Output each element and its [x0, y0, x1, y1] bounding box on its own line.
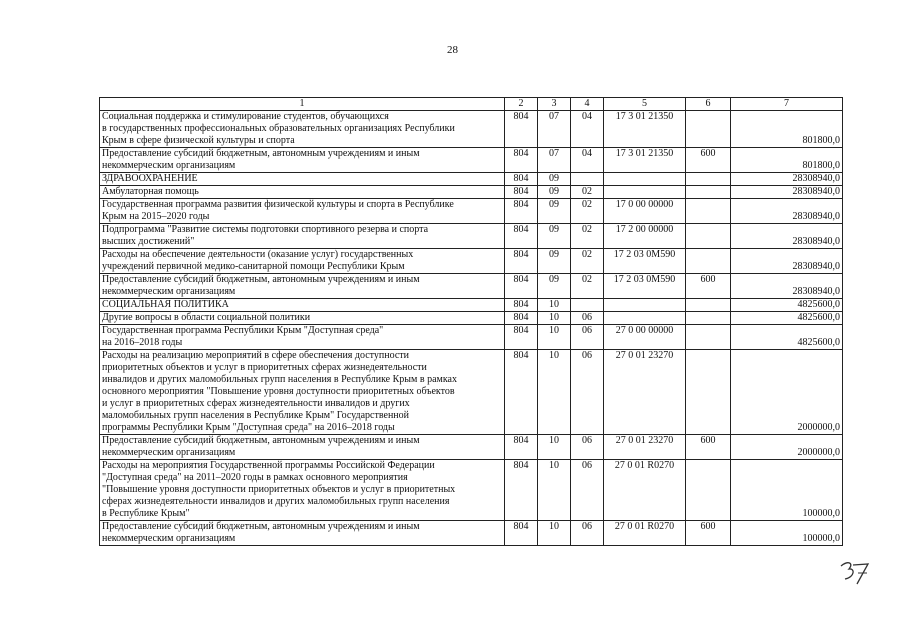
row-name: Амбулаторная помощь: [100, 186, 505, 199]
row-target-article: 17 2 00 00000: [604, 224, 686, 249]
row-subsection-code: 02: [571, 224, 604, 249]
table-row: [100, 186, 843, 199]
row-ministry-code: 804: [505, 350, 538, 435]
row-amount: 2000000,0: [731, 350, 843, 435]
row-subsection-code: 02: [571, 274, 604, 299]
row-target-article: 17 2 03 0М590: [604, 249, 686, 274]
row-name: Государственная программа Республики Крым "Доступная среда" на 2016–2018 годы: [100, 325, 505, 350]
row-section-code: 09: [538, 274, 571, 299]
row-subsection-code: 06: [571, 312, 604, 325]
row-subsection-code: 02: [571, 186, 604, 199]
row-ministry-code: 804: [505, 224, 538, 249]
row-target-article: 27 0 01 R0270: [604, 521, 686, 546]
row-name: СОЦИАЛЬНАЯ ПОЛИТИКА: [100, 299, 505, 312]
row-section-code: 10: [538, 325, 571, 350]
header-col-7: 7: [731, 98, 843, 111]
row-expense-type: [686, 186, 731, 199]
row-expense-type: [686, 199, 731, 224]
row-subsection-code: [571, 299, 604, 312]
row-section-code: 07: [538, 111, 571, 148]
row-section-code: 10: [538, 350, 571, 435]
row-ministry-code: 804: [505, 199, 538, 224]
row-section-code: 10: [538, 435, 571, 460]
row-subsection-code: 06: [571, 325, 604, 350]
row-ministry-code: 804: [505, 274, 538, 299]
table-row: [100, 274, 843, 299]
row-section-code: 10: [538, 299, 571, 312]
row-ministry-code: 804: [505, 111, 538, 148]
table-row: [100, 249, 843, 274]
row-target-article: 17 3 01 21350: [604, 148, 686, 173]
row-name: Предоставление субсидий бюджетным, автономным учреждениям и иным некоммерческим организациям: [100, 521, 505, 546]
row-target-article: [604, 299, 686, 312]
row-amount: 2000000,0: [731, 435, 843, 460]
row-section-code: 09: [538, 173, 571, 186]
row-name: Расходы на обеспечение деятельности (оказание услуг) государственных учреждений первичной медико-санитарной помощи Республики Крым: [100, 249, 505, 274]
row-expense-type: [686, 460, 731, 521]
row-amount: 801800,0: [731, 111, 843, 148]
row-subsection-code: 02: [571, 249, 604, 274]
row-target-article: 17 0 00 00000: [604, 199, 686, 224]
row-name: Предоставление субсидий бюджетным, автономным учреждениям и иным некоммерческим организациям: [100, 148, 505, 173]
row-amount: 801800,0: [731, 148, 843, 173]
row-ministry-code: 804: [505, 325, 538, 350]
row-name: Подпрограмма "Развитие системы подготовки спортивного резерва и спорта высших достижений": [100, 224, 505, 249]
row-target-article: 27 0 01 R0270: [604, 460, 686, 521]
row-expense-type: [686, 173, 731, 186]
row-target-article: 17 2 03 0М590: [604, 274, 686, 299]
table-row: [100, 312, 843, 325]
page-number: 28: [447, 44, 458, 56]
budget-table: [99, 97, 843, 546]
row-target-article: 17 3 01 21350: [604, 111, 686, 148]
row-expense-type: 600: [686, 521, 731, 546]
row-amount: 28308940,0: [731, 173, 843, 186]
row-target-article: 27 0 01 23270: [604, 350, 686, 435]
row-ministry-code: 804: [505, 521, 538, 546]
row-subsection-code: 04: [571, 111, 604, 148]
row-subsection-code: 04: [571, 148, 604, 173]
table-row: [100, 350, 843, 435]
table-row: [100, 148, 843, 173]
row-amount: 4825600,0: [731, 325, 843, 350]
row-expense-type: [686, 111, 731, 148]
row-expense-type: 600: [686, 274, 731, 299]
table-row: [100, 224, 843, 249]
row-ministry-code: 804: [505, 312, 538, 325]
header-col-3: 3: [538, 98, 571, 111]
row-ministry-code: 804: [505, 299, 538, 312]
row-name: Предоставление субсидий бюджетным, автономным учреждениям и иным некоммерческим организациям: [100, 435, 505, 460]
row-section-code: 09: [538, 186, 571, 199]
row-name: Расходы на реализацию мероприятий в сфере обеспечения доступности приоритетных объектов и услуг в приоритетных сферах жизнедеятельности инвалидов и других маломобильных групп населения в Республике Крым в рамках основного мероприятия "Повышение уровня доступности приоритетных объектов и услуг в приоритетных сферах жизнедеятельности инвалидов и других маломобильных групп населения в Республике Крым" Государственной программы Республики Крым "Доступная среда" на 2016–2018 годы: [100, 350, 505, 435]
row-expense-type: [686, 249, 731, 274]
row-target-article: [604, 312, 686, 325]
header-col-5: 5: [604, 98, 686, 111]
row-target-article: 27 0 00 00000: [604, 325, 686, 350]
row-amount: 28308940,0: [731, 274, 843, 299]
row-ministry-code: 804: [505, 186, 538, 199]
table-row: [100, 460, 843, 521]
row-target-article: [604, 173, 686, 186]
row-section-code: 10: [538, 521, 571, 546]
row-amount: 28308940,0: [731, 199, 843, 224]
table-row: [100, 299, 843, 312]
row-subsection-code: 06: [571, 460, 604, 521]
table-row: [100, 111, 843, 148]
row-expense-type: 600: [686, 148, 731, 173]
header-col-4: 4: [571, 98, 604, 111]
header-row: [100, 98, 843, 111]
row-amount: 28308940,0: [731, 249, 843, 274]
row-name: Предоставление субсидий бюджетным, автономным учреждениям и иным некоммерческим организациям: [100, 274, 505, 299]
row-ministry-code: 804: [505, 148, 538, 173]
table-row: [100, 325, 843, 350]
row-expense-type: [686, 224, 731, 249]
row-name: ЗДРАВООХРАНЕНИЕ: [100, 173, 505, 186]
row-name: Государственная программа развития физической культуры и спорта в Республике Крым на 2015–2020 годы: [100, 199, 505, 224]
row-subsection-code: 02: [571, 199, 604, 224]
row-name: Другие вопросы в области социальной политики: [100, 312, 505, 325]
table-row: [100, 435, 843, 460]
row-ministry-code: 804: [505, 435, 538, 460]
row-amount: 100000,0: [731, 521, 843, 546]
row-expense-type: [686, 312, 731, 325]
row-section-code: 10: [538, 460, 571, 521]
row-amount: 4825600,0: [731, 299, 843, 312]
row-ministry-code: 804: [505, 173, 538, 186]
row-target-article: 27 0 01 23270: [604, 435, 686, 460]
table-row: [100, 173, 843, 186]
row-amount: 4825600,0: [731, 312, 843, 325]
row-subsection-code: 06: [571, 521, 604, 546]
row-expense-type: [686, 299, 731, 312]
row-amount: 28308940,0: [731, 186, 843, 199]
row-expense-type: [686, 350, 731, 435]
header-col-1: 1: [100, 98, 505, 111]
row-section-code: 09: [538, 224, 571, 249]
row-subsection-code: 06: [571, 435, 604, 460]
row-name: Социальная поддержка и стимулирование студентов, обучающихся в государственных профессиональных образовательных организациях Республики Крым в сфере физической культуры и спорта: [100, 111, 505, 148]
row-expense-type: [686, 325, 731, 350]
row-target-article: [604, 186, 686, 199]
row-section-code: 07: [538, 148, 571, 173]
row-subsection-code: [571, 173, 604, 186]
row-ministry-code: 804: [505, 249, 538, 274]
row-expense-type: 600: [686, 435, 731, 460]
row-section-code: 10: [538, 312, 571, 325]
row-ministry-code: 804: [505, 460, 538, 521]
signature-mark: [838, 556, 872, 590]
row-section-code: 09: [538, 199, 571, 224]
table-row: [100, 521, 843, 546]
header-col-6: 6: [686, 98, 731, 111]
header-col-2: 2: [505, 98, 538, 111]
row-name: Расходы на мероприятия Государственной программы Российской Федерации "Доступная среда" на 2011–2020 годы в рамках основного мероприятия "Повышение уровня доступности приоритетных объектов и услуг в приоритетных сферах жизнедеятельности инвалидов и других маломобильных групп населения в Республике Крым": [100, 460, 505, 521]
row-amount: 100000,0: [731, 460, 843, 521]
row-amount: 28308940,0: [731, 224, 843, 249]
row-section-code: 09: [538, 249, 571, 274]
row-subsection-code: 06: [571, 350, 604, 435]
table-row: [100, 199, 843, 224]
